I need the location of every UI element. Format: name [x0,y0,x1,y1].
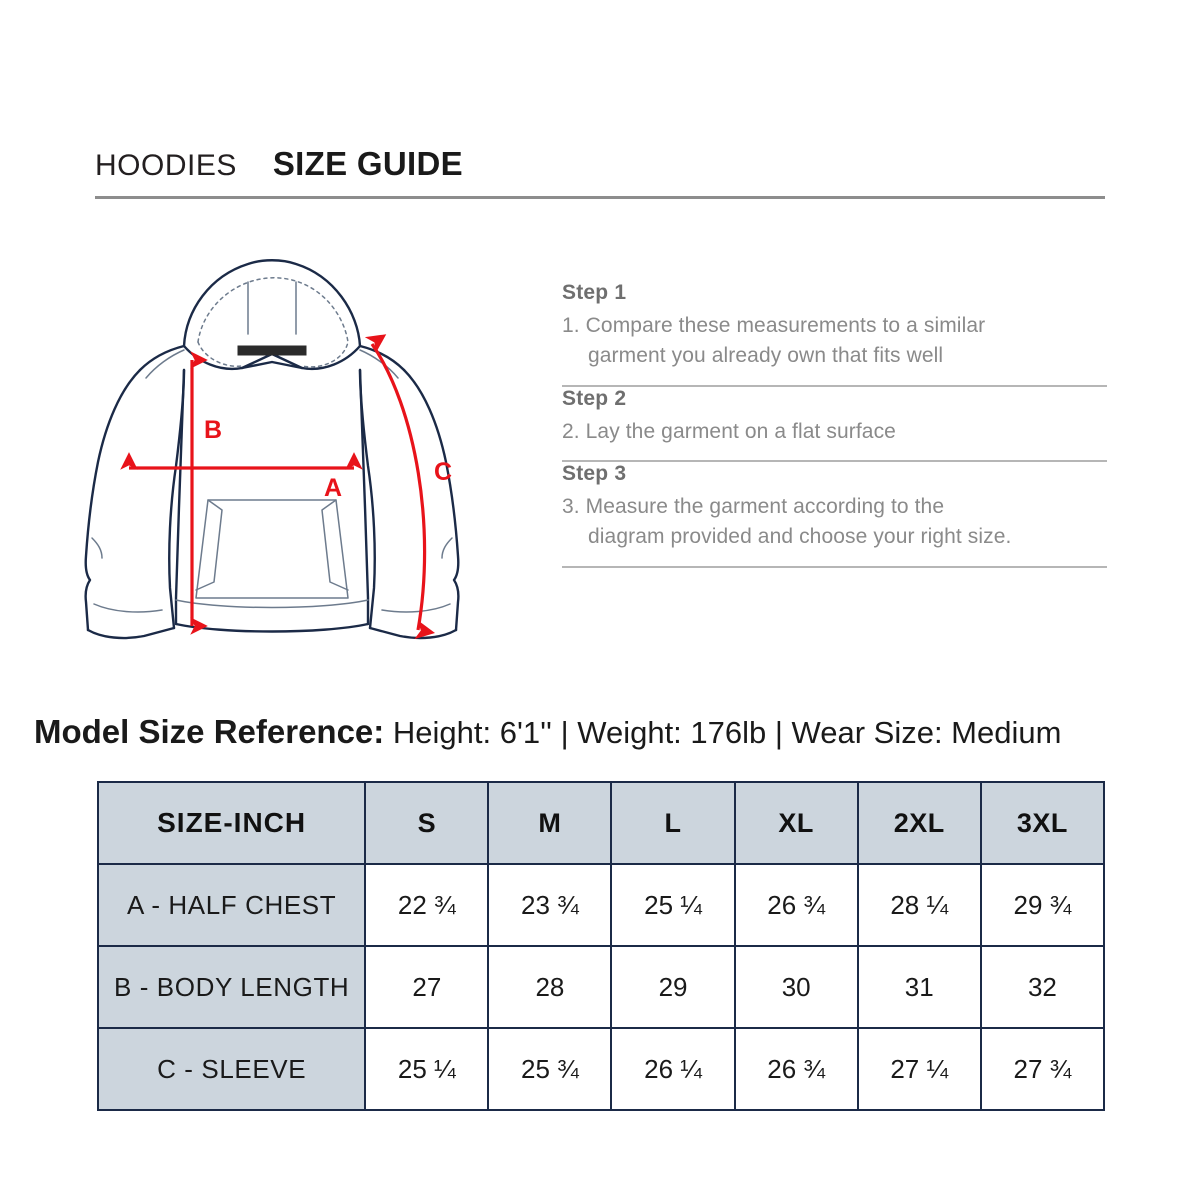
page-header [95,145,1105,199]
cell-half-chest-2xl: 28 ¼ [858,864,981,946]
row-label-body-length: B - BODY LENGTH [98,946,365,1028]
model-size-reference-value: Height: 6'1'' | Weight: 176lb | Wear Size: Medium [392,715,1062,750]
table-header-size-xl: XL [735,782,858,864]
left-elbow-detail [92,538,102,558]
left-cuff-bottom [88,628,174,638]
step-title: Step 3 [562,462,627,486]
body-hem-bottom [176,624,368,632]
row-label-sleeve: C - SLEEVE [98,1028,365,1110]
step-line-1: 2. Lay the garment on a flat surface [562,419,896,443]
step-divider [562,566,1107,568]
measure-label-b: B [204,416,223,444]
cell-sleeve-s: 25 ¼ [365,1028,488,1110]
cell-sleeve-3xl: 27 ¾ [981,1028,1104,1110]
hoodie-diagram [72,238,472,678]
cell-body-length-s: 27 [365,946,488,1028]
step-line-2: garment you already own that fits well [588,343,944,367]
table-header-size-m: M [488,782,611,864]
table-header-size-s: S [365,782,488,864]
step-item-3 [562,462,1107,566]
collar-band [238,346,306,355]
body-right-side [360,370,368,624]
hem-rib-line [176,600,368,608]
pocket-outline [196,500,348,598]
row-label-half-chest: A - HALF CHEST [98,864,365,946]
table-row [98,946,1104,1028]
step-line-2: diagram provided and choose your right size. [588,525,1012,549]
page-title: SIZE GUIDE [272,145,463,182]
cell-body-length-2xl: 31 [858,946,981,1028]
cell-half-chest-3xl: 29 ¾ [981,864,1104,946]
step-title: Step 2 [562,386,627,410]
table-row [98,1028,1104,1110]
right-cuff-rib [382,604,450,612]
cell-sleeve-2xl: 27 ¼ [858,1028,981,1110]
step-item-2 [562,387,1107,461]
step-body [562,311,1107,371]
right-elbow-detail [442,538,452,558]
table-corner-label: SIZE-INCH [98,782,365,864]
cell-body-length-xl: 30 [735,946,858,1028]
pocket-left-opening [196,500,222,590]
table-header-size-3xl: 3XL [981,782,1104,864]
pocket-right-opening [322,500,348,590]
table-row [98,864,1104,946]
table-header-row [98,782,1104,864]
left-cuff-rib [94,604,162,612]
step-body [562,492,1107,552]
right-sleeve-outer [404,370,458,630]
left-shoulder-seam [146,350,184,378]
measure-label-c: C [434,458,453,486]
table-header-size-2xl: 2XL [858,782,981,864]
step-line-1: 1. Compare these measurements to a similar [562,314,986,337]
cell-body-length-3xl: 32 [981,946,1104,1028]
table-header-size-l: L [611,782,734,864]
cell-sleeve-m: 25 ¾ [488,1028,611,1110]
model-size-reference [34,713,1174,751]
size-chart-table [97,781,1105,1111]
body-left-side [176,370,184,624]
header-divider [95,196,1105,199]
model-size-reference-label: Model Size Reference: [34,713,385,750]
cell-half-chest-m: 23 ¾ [488,864,611,946]
step-line-1: 3. Measure the garment according to the [562,495,945,519]
left-shoulder-line [140,346,184,370]
cell-sleeve-xl: 26 ¾ [735,1028,858,1110]
right-cuff-bottom [370,628,456,638]
step-item-1 [562,281,1107,385]
cell-sleeve-l: 26 ¼ [611,1028,734,1110]
step-title: Step 1 [562,281,627,304]
cell-half-chest-l: 25 ¼ [611,864,734,946]
cell-body-length-l: 29 [611,946,734,1028]
cell-half-chest-xl: 26 ¾ [735,864,858,946]
hood-outline [184,260,360,346]
measure-label-a: A [324,474,343,502]
measuring-steps [562,281,1107,568]
left-sleeve-outer [86,370,140,630]
cell-half-chest-s: 22 ¾ [365,864,488,946]
header-titles [95,145,1105,189]
step-body [562,417,1107,447]
header-category-label: HOODIES [95,149,237,182]
cell-body-length-m: 28 [488,946,611,1028]
